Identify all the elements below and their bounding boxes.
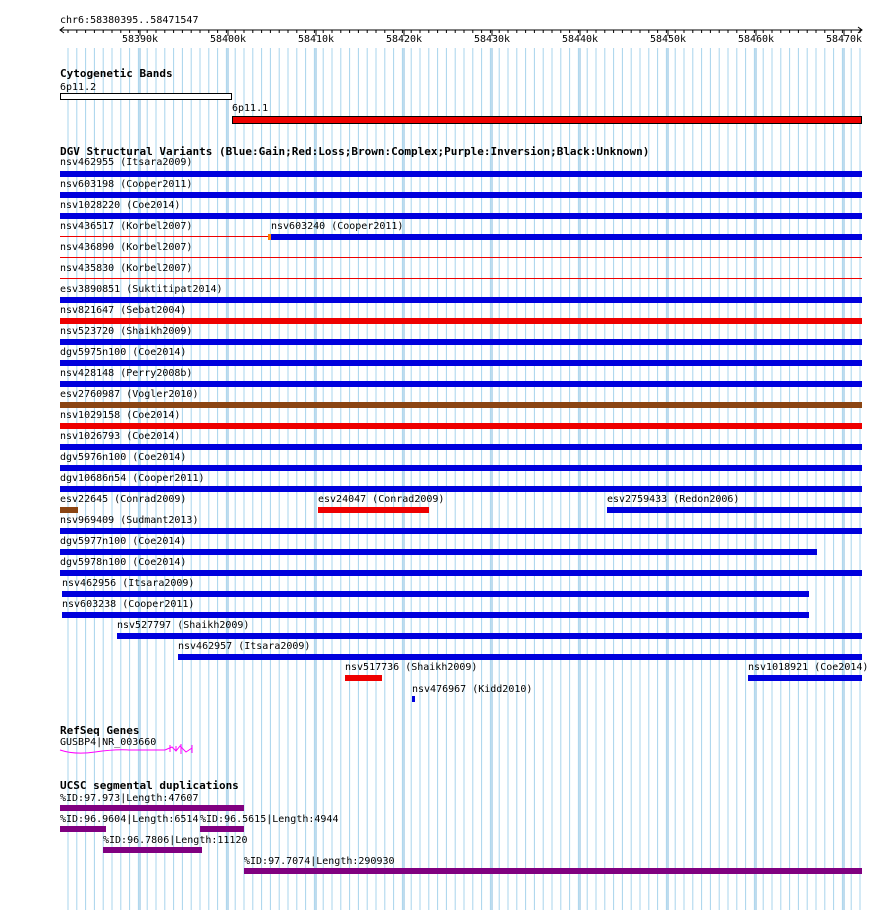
dgv-variant-bar[interactable] bbox=[60, 192, 862, 198]
segdup-label: %ID:96.5615|Length:4944 bbox=[200, 814, 339, 825]
dgv-variant-bar[interactable] bbox=[60, 507, 78, 513]
ruler-tick-label: 58450k bbox=[649, 34, 687, 45]
ruler-tick-label: 58430k bbox=[473, 34, 511, 45]
dgv-variant-label: nsv603198 (Cooper2011) bbox=[60, 179, 193, 190]
dgv-variant-bar[interactable] bbox=[62, 612, 809, 618]
ruler-tick-label: 58470k bbox=[825, 34, 863, 45]
dgv-variant-label: nsv1029158 (Coe2014) bbox=[60, 410, 181, 421]
dgv-variant-bar[interactable] bbox=[345, 675, 382, 681]
dgv-variant-bar[interactable] bbox=[748, 675, 862, 681]
dgv-variant-label: nsv523720 (Shaikh2009) bbox=[60, 326, 193, 337]
segdup-bar[interactable] bbox=[244, 868, 862, 874]
dgv-variant-label: esv3890851 (Suktitipat2014) bbox=[60, 284, 223, 295]
dgv-variant-bar[interactable] bbox=[62, 591, 809, 597]
track-title-dgv[interactable]: DGV Structural Variants (Blue:Gain;Red:Loss;Brown:Complex;Purple:Inversion;Black:Unknown) bbox=[60, 145, 650, 158]
dgv-variant-label: nsv969409 (Sudmant2013) bbox=[60, 515, 199, 526]
segdup-bar[interactable] bbox=[200, 826, 244, 832]
dgv-variant-label: nsv1026793 (Coe2014) bbox=[60, 431, 181, 442]
dgv-variant-label: nsv462957 (Itsara2009) bbox=[178, 641, 311, 652]
dgv-variant-label: dgv5976n100 (Coe2014) bbox=[60, 452, 187, 463]
dgv-variant-label: nsv603240 (Cooper2011) bbox=[271, 221, 404, 232]
cytoband-label: 6p11.2 bbox=[60, 82, 97, 93]
dgv-variant-bar[interactable] bbox=[607, 507, 862, 513]
track-title-cytogenetic-bands[interactable]: Cytogenetic Bands bbox=[60, 67, 173, 80]
segdup-label: %ID:96.7806|Length:11120 bbox=[103, 835, 248, 846]
dgv-variant-bar[interactable] bbox=[60, 236, 270, 237]
dgv-variant-bar[interactable] bbox=[60, 360, 862, 366]
dgv-variant-label: nsv517736 (Shaikh2009) bbox=[345, 662, 478, 673]
dgv-variant-bar[interactable] bbox=[60, 381, 862, 387]
dgv-variant-label: nsv428148 (Perry2008b) bbox=[60, 368, 193, 379]
dgv-variant-bar[interactable] bbox=[60, 213, 862, 219]
dgv-variant-label: esv24047 (Conrad2009) bbox=[318, 494, 445, 505]
refseq-gene-model[interactable] bbox=[0, 744, 200, 764]
dgv-variant-label: dgv5978n100 (Coe2014) bbox=[60, 557, 187, 568]
region-coordinates: chr6:58380395..58471547 bbox=[60, 15, 199, 26]
ruler-tick-label: 58400k bbox=[209, 34, 247, 45]
dgv-variant-label: esv2760987 (Vogler2010) bbox=[60, 389, 199, 400]
track-title-refseq-genes[interactable]: RefSeq Genes bbox=[60, 724, 140, 737]
dgv-variant-bar[interactable] bbox=[60, 171, 862, 177]
refseq-gene-label: GUSBP4|NR_003660 bbox=[60, 737, 157, 748]
dgv-variant-bar[interactable] bbox=[318, 507, 429, 513]
dgv-variant-label: dgv10686n54 (Cooper2011) bbox=[60, 473, 205, 484]
dgv-variant-bar[interactable] bbox=[271, 234, 862, 240]
dgv-variant-label: nsv476967 (Kidd2010) bbox=[412, 684, 533, 695]
dgv-variant-label: nsv436517 (Korbel2007) bbox=[60, 221, 193, 232]
dgv-variant-label: esv22645 (Conrad2009) bbox=[60, 494, 187, 505]
dgv-variant-label: nsv436890 (Korbel2007) bbox=[60, 242, 193, 253]
dgv-variant-bar[interactable] bbox=[60, 444, 862, 450]
segdup-label: %ID:97.973|Length:47607 bbox=[60, 793, 199, 804]
dgv-variant-label: nsv527797 (Shaikh2009) bbox=[117, 620, 250, 631]
dgv-variant-label: nsv462955 (Itsara2009) bbox=[60, 157, 193, 168]
cytoband-feature[interactable] bbox=[60, 93, 232, 100]
track-title-segmental-duplications[interactable]: UCSC segmental duplications bbox=[60, 779, 239, 792]
dgv-variant-bar[interactable] bbox=[60, 257, 862, 258]
dgv-variant-bar[interactable] bbox=[60, 402, 862, 408]
dgv-variant-label: nsv1018921 (Coe2014) bbox=[748, 662, 869, 673]
dgv-variant-label: nsv821647 (Sebat2004) bbox=[60, 305, 187, 316]
ruler-tick-label: 58420k bbox=[385, 34, 423, 45]
dgv-variant-label: dgv5975n100 (Coe2014) bbox=[60, 347, 187, 358]
dgv-variant-bar[interactable] bbox=[60, 339, 862, 345]
segdup-label: %ID:97.7074|Length:290930 bbox=[244, 856, 395, 867]
dgv-variant-label: dgv5977n100 (Coe2014) bbox=[60, 536, 187, 547]
ruler-tick-label: 58460k bbox=[737, 34, 775, 45]
cytoband-feature[interactable] bbox=[232, 116, 862, 124]
dgv-variant-marker[interactable] bbox=[268, 234, 271, 240]
dgv-variant-bar[interactable] bbox=[117, 633, 862, 639]
dgv-variant-label: esv2759433 (Redon2006) bbox=[607, 494, 740, 505]
segdup-bar[interactable] bbox=[60, 805, 244, 811]
dgv-variant-label: nsv462956 (Itsara2009) bbox=[62, 578, 195, 589]
dgv-variant-bar[interactable] bbox=[412, 696, 415, 702]
cytoband-label: 6p11.1 bbox=[232, 103, 269, 114]
segdup-bar[interactable] bbox=[60, 826, 106, 832]
segdup-label: %ID:96.9604|Length:6514 bbox=[60, 814, 199, 825]
dgv-variant-bar[interactable] bbox=[60, 278, 862, 279]
dgv-variant-bar[interactable] bbox=[60, 570, 862, 576]
dgv-variant-label: nsv435830 (Korbel2007) bbox=[60, 263, 193, 274]
dgv-variant-bar[interactable] bbox=[60, 423, 862, 429]
dgv-variant-label: nsv603238 (Cooper2011) bbox=[62, 599, 195, 610]
dgv-variant-bar[interactable] bbox=[60, 297, 862, 303]
dgv-variant-bar[interactable] bbox=[178, 654, 862, 660]
dgv-variant-bar[interactable] bbox=[60, 528, 862, 534]
dgv-variant-bar[interactable] bbox=[60, 318, 862, 324]
segdup-bar[interactable] bbox=[103, 847, 202, 853]
dgv-variant-bar[interactable] bbox=[60, 465, 862, 471]
ruler-tick-label: 58440k bbox=[561, 34, 599, 45]
ruler-tick-label: 58390k bbox=[121, 34, 159, 45]
dgv-variant-bar[interactable] bbox=[60, 486, 862, 492]
dgv-variant-label: nsv1028220 (Coe2014) bbox=[60, 200, 181, 211]
ruler-tick-label: 58410k bbox=[297, 34, 335, 45]
dgv-variant-bar[interactable] bbox=[60, 549, 817, 555]
